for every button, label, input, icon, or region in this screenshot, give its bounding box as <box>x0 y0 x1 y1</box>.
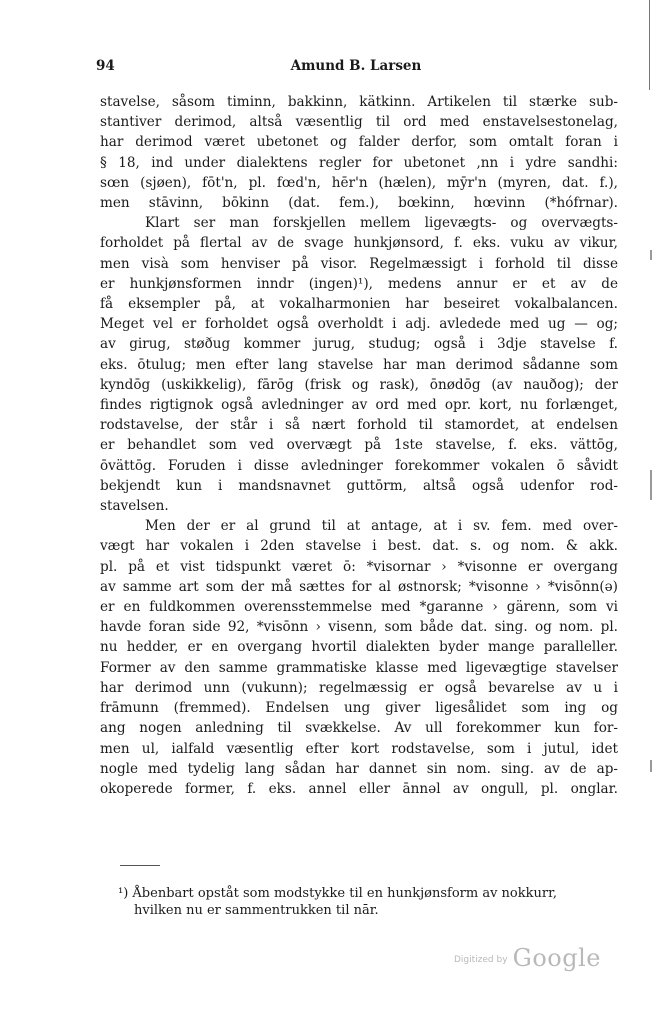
page-edge-mark <box>650 250 652 260</box>
text-line: eks. ōtulug; men efter lang stavelse har man derimod sådanne som <box>100 356 618 373</box>
text-line: nu hedder, er en overgang hvortil dialekten byder mange paralleller. <box>100 639 618 656</box>
text-line: havde foran side 92, *visōnn › visenn, som både dat. sing. og nom. pl. <box>100 619 618 636</box>
footnote-divider <box>120 865 160 866</box>
text-line: nogle med tydelig lang sådan har dannet sin nom. sing. av de ap- <box>100 760 618 777</box>
text-line: rodstavelse, der står i så nært forhold til stamordet, at endelsen <box>100 417 618 434</box>
watermark-prefix: Digitized by <box>454 955 508 965</box>
text-line: men stāvinn, bōkinn (dat. fem.), bœkinn, hœvinn (*hófrnar). <box>100 195 618 212</box>
page-edge-mark <box>650 470 652 500</box>
text-line: sœn (sjøen), fōt'n, pl. fœd'n, hēr'n (hælen), mȳr'n (myren, dat. f.), <box>100 174 618 191</box>
text-line: men ul, ialfald væsentlig efter kort rodstavelse, som i jutul, idet <box>100 740 618 757</box>
page-edge-line <box>649 0 650 90</box>
digitization-watermark <box>454 944 601 972</box>
text-line: Former av den samme grammatiske klasse med ligevægtige stavelser <box>100 659 618 676</box>
footnote <box>118 885 618 919</box>
text-line: ang nogen anledning til svækkelse. Av ull forekommer kun for- <box>100 720 618 737</box>
text-line: bekjendt kun i mandsnavnet guttōrm, altså også udenfor rod- <box>100 477 618 494</box>
text-line: Men der er al grund til at antage, at i sv. fem. med over- <box>145 518 618 535</box>
body-text <box>100 92 618 799</box>
text-line: stavelse, såsom timinn, bakkinn, kätkinn. Artikelen til stærke sub- <box>100 94 618 110</box>
text-line: Meget vel er forholdet også overholdt i adj. avledede med ug — og; <box>100 316 618 333</box>
text-line: Klart ser man forskjellen mellem ligevægts- og overvægts- <box>145 215 618 232</box>
footnote-line: hvilken nu er sammentrukken til nār. <box>134 903 379 918</box>
text-line: av girug, støðug kommer jurug, studug; også i 3dje stavelse f. <box>100 336 618 353</box>
text-line: vægt har vokalen i 2den stavelse i best. dat. s. og nom. & akk. <box>100 538 618 555</box>
page-edge-mark <box>650 760 652 772</box>
text-line: findes rigtignok også avledninger av ord med opr. kort, nu forlænget, <box>100 397 618 414</box>
text-line: stavelsen. <box>100 498 169 515</box>
text-line: men visà som henviser på visor. Regelmæssigt i forhold til disse <box>100 255 618 272</box>
page-number: 94 <box>96 58 115 74</box>
text-line: pl. på et vist tidspunkt været ō: *visornar › *visonne er overgang <box>100 558 618 575</box>
running-header <box>96 58 616 78</box>
running-title: Amund B. Larsen <box>290 58 422 74</box>
text-line: frāmunn (fremmed). Endelsen ung giver ligesålidet som ing og <box>100 700 618 717</box>
text-line: få eksempler på, at vokalharmonien har beseiret vokalbalancen. <box>100 296 618 313</box>
footnote-line: ¹) Åbenbart opståt som modstykke til en hunkjønsform av nokkurr, <box>118 886 558 901</box>
text-line: ōvättōg. Foruden i disse avledninger forekommer vokalen ō såvidt <box>100 457 618 474</box>
text-line: kyndōg (uskikkelig), fārōg (frisk og rask), ōnødōg (av nauðog); der <box>100 376 618 393</box>
text-line: har derimod unn (vukunn); regelmæssig er også bevarelse av u i <box>100 679 618 696</box>
text-line: er behandlet som ved overvægt på 1ste stavelse, f. eks. vättōg, <box>100 437 618 454</box>
text-line: av samme art som der må sættes for al østnorsk; *visonne › *visōnn(ə) <box>100 578 618 595</box>
text-line: stantiver derimod, altså væsentlig til ord med enstavelsestonelag, <box>100 114 618 131</box>
text-line: forholdet på flertal av de svage hunkjønsord, f. eks. vuku av vikur, <box>100 235 618 252</box>
text-line: har derimod været ubetonet og falder derfor, som omtalt foran i <box>100 134 618 151</box>
text-line: er hunkjønsformen inndr (ingen)¹), medens annur er et av de <box>100 275 618 292</box>
text-line: okoperede former, f. eks. annel eller ānnəl av ongull, pl. onglar. <box>100 780 618 797</box>
text-line: § 18, ind under dialektens regler for ubetonet ,nn i ydre sandhi: <box>100 154 618 171</box>
google-logo: Google <box>512 944 601 972</box>
text-line: er en fuldkommen overensstemmelse med *garanne › gärenn, som vi <box>100 599 618 616</box>
